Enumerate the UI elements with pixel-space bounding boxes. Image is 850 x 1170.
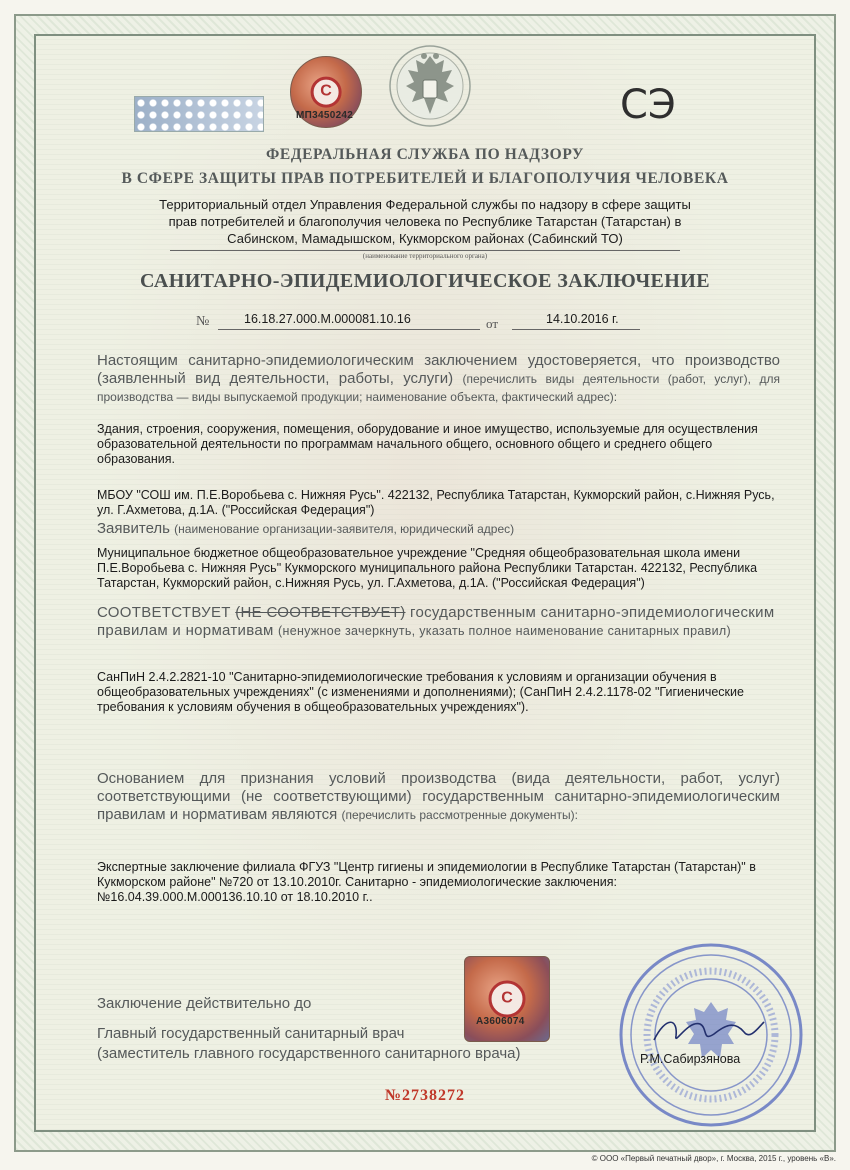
agency-title-line2: В СФЕРЕ ЗАЩИТЫ ПРАВ ПОТРЕБИТЕЛЕЙ И БЛАГОПОЛУЧИЯ ЧЕЛОВЕКА bbox=[121, 170, 729, 187]
form-serial-number: №2738272 bbox=[384, 1087, 466, 1104]
applicant-label: Заявитель bbox=[97, 520, 170, 537]
activity-text: Здания, строения, сооружения, помещения, оборудование и иное имущество, используемые для осуществления образовательной деятельности по программам начального общего, основного общего и среднего общего образования. bbox=[97, 422, 758, 466]
valid-until-label: Заключение действительно до bbox=[97, 995, 312, 1012]
agency-title-line1: ФЕДЕРАЛЬНАЯ СЛУЖБА ПО НАДЗОРУ bbox=[266, 146, 584, 163]
security-pattern-strip bbox=[134, 96, 264, 132]
applicant-text: Муниципальное бюджетное общеобразовательное учреждение "Средняя общеобразовательная школа имени П.Е.Воробьева с. Нижняя Русь" Кукморского муниципального района Республики Татарстан. 422132, Республика Татарстан, Кукморский район, с.Нижняя Русь, ул. Г.Ахметова, д.1А. ("Российская Федерация") bbox=[97, 546, 758, 590]
printer-imprint: © ООО «Первый печатный двор», г. Москва, 2015 г., уровень «В». bbox=[591, 1154, 836, 1163]
signer-name: Р.М.Сабирзянова bbox=[640, 1052, 741, 1066]
chief-doctor-line2: (заместитель главного государственного санитарного врача) bbox=[97, 1045, 521, 1062]
number-underline bbox=[218, 329, 480, 330]
certify-hint: (перечислить виды деятельности (работ, услуг), для производства — виды выпускаемой продукции; наименование объекта, фактический адрес): bbox=[97, 372, 780, 404]
applicant-hint: (наименование организации-заявителя, юридический адрес) bbox=[174, 522, 515, 536]
hologram-seal-bottom bbox=[464, 956, 550, 1042]
not-corresponds-struck: (НЕ СООТВЕТСТВУЕТ) bbox=[235, 604, 406, 621]
basis-hint: (перечислить рассмотренные документы): bbox=[341, 808, 579, 822]
ce-conformity-mark bbox=[620, 80, 692, 124]
basis-main-text: Основанием для признания условий производства (вида деятельности, работ, услуг) соответствующими (не соответствующими) государственным санитарно-эпидемиологическим правилам и нормативам являются bbox=[97, 770, 780, 823]
date-label: от bbox=[486, 316, 499, 331]
hologram-number-top: МП3450242 bbox=[296, 110, 354, 121]
document-title: САНИТАРНО-ЭПИДЕМИОЛОГИЧЕСКОЕ ЗАКЛЮЧЕНИЕ bbox=[140, 270, 710, 292]
document-number: 16.18.27.000.М.000081.10.16 bbox=[244, 312, 411, 326]
hologram-number-bottom: А3606074 bbox=[476, 1016, 525, 1027]
territorial-body: Территориальный отдел Управления Федеральной службы по надзору в сфере защиты прав потребителей и благополучия человека по Республике Татарстан (Татарстан) в Сабинском, Мамадышском, Кукморском районах (Сабинский ТО) bbox=[159, 197, 691, 246]
corresponds-rest: государственным санитарно-эпидемиологическим правилам и нормативам bbox=[97, 604, 775, 639]
corresponds-hint: (ненужное зачеркнуть, указать полное наименование санитарных правил) bbox=[278, 624, 731, 638]
territorial-hint: (наименование территориального органа) bbox=[362, 252, 488, 260]
rules-text: СанПиН 2.4.2.2821-10 "Санитарно-эпидемиологические требования к условиям и организации обучения в общеобразовательных учреждениях" (с изменениями и дополнениями); (СанПиН 2.4.2.1178-02 "Гигиенические требования к условиям обучения в общеобразовательных учреждениях"). bbox=[97, 670, 744, 714]
basis-text: Экспертные заключение филиала ФГУЗ "Центр гигиены и эпидемиологии в Республике Татарстан (Татарстан)" в Кукморском районе" №720 от 13.10.2010г. Санитарно - эпидемиологические заключения: №16.04.39.000.М.000136.10.10 от 18.10.2010 г.. bbox=[97, 860, 756, 904]
certify-paragraph bbox=[97, 352, 780, 406]
certification-c-icon: С bbox=[311, 77, 342, 108]
territorial-underline bbox=[170, 250, 680, 251]
applicant-heading bbox=[97, 520, 780, 538]
handwritten-signature bbox=[648, 1010, 768, 1050]
eagle-emblem-icon bbox=[388, 42, 472, 128]
ce-mark-text: СЭ bbox=[620, 82, 676, 124]
certification-c-icon: С bbox=[489, 981, 526, 1018]
object-text: МБОУ "СОШ им. П.Е.Воробьева с. Нижняя Русь". 422132, Республика Татарстан, Кукморский район, с.Нижняя Русь, ул. Г.Ахметова, д.1А. ("Российская Федерация") bbox=[97, 488, 775, 517]
number-label: № bbox=[196, 314, 210, 329]
compliance-statement bbox=[97, 604, 787, 640]
date-underline bbox=[512, 329, 640, 330]
certify-main-text: Настоящим санитарно-эпидемиологическим заключением удостоверяется, что производство (заявленный вид деятельности, работы, услуги) bbox=[97, 352, 780, 387]
chief-doctor-line1: Главный государственный санитарный врач bbox=[97, 1025, 405, 1042]
basis-paragraph bbox=[97, 770, 780, 824]
corresponds-word: СООТВЕТСТВУЕТ bbox=[97, 604, 231, 621]
document-date: 14.10.2016 г. bbox=[546, 312, 619, 326]
